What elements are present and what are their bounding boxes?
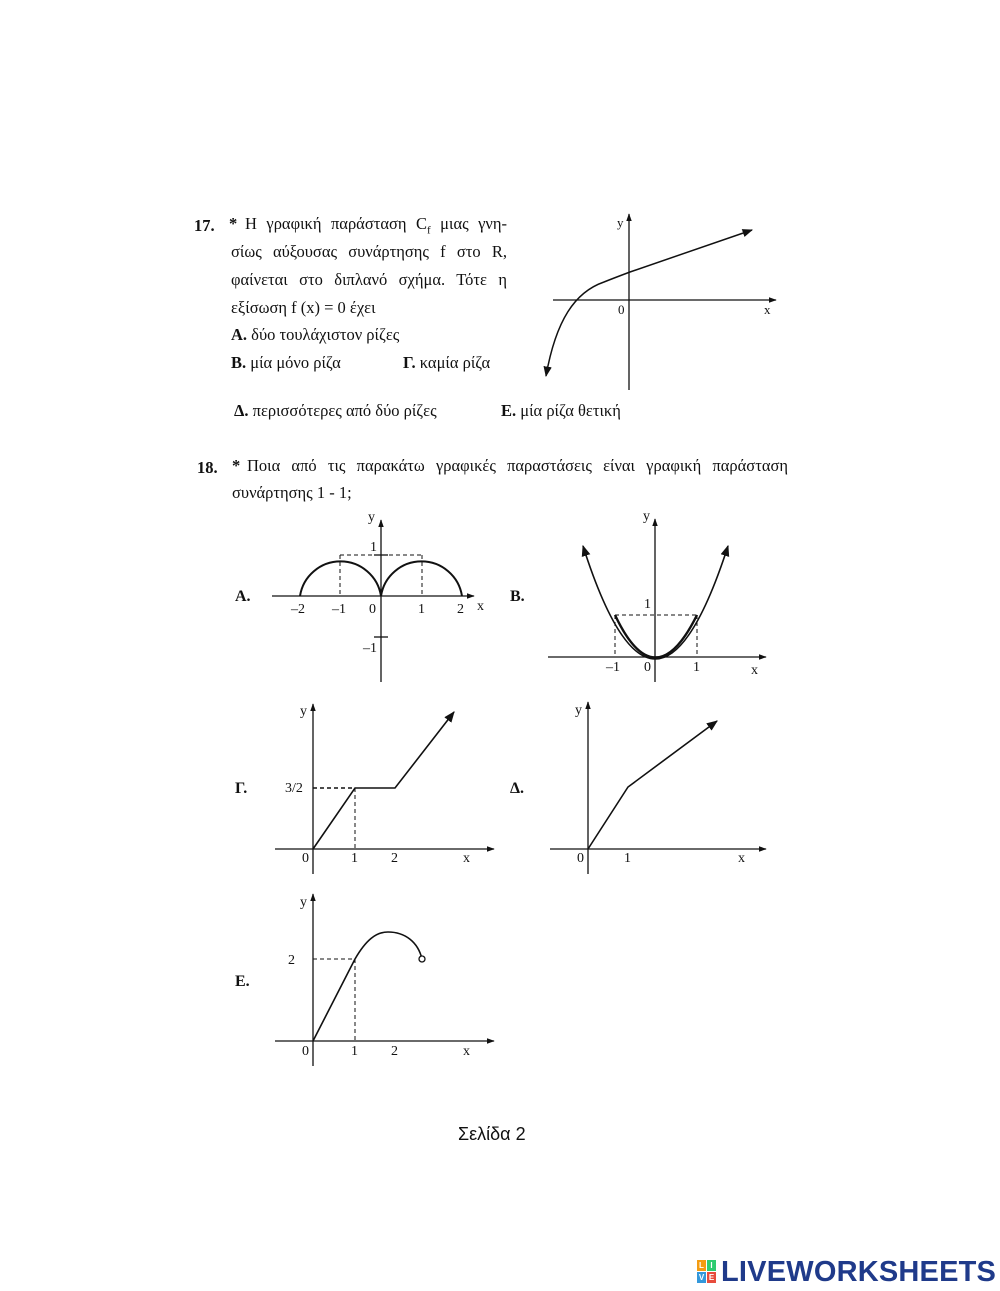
graph-d-tick-label: 1 — [624, 851, 631, 866]
option-17-e — [501, 403, 621, 420]
question-17-line-1 — [245, 216, 507, 236]
graph-d-tick-label: 0 — [577, 851, 584, 866]
graph-b-x-label: x — [751, 663, 758, 678]
graph-b-tick-label: 1 — [693, 660, 700, 675]
graph-b-curve — [583, 546, 728, 659]
graph-d-label: Δ. — [510, 780, 525, 797]
graph-b-one-label: 1 — [644, 597, 651, 612]
graph-g-label: Γ. — [235, 780, 248, 797]
question-17-line-1-text: Η γραφική παράσταση C — [245, 214, 428, 233]
graph-a-tick-label: 2 — [457, 602, 464, 617]
graph-a-curve — [300, 561, 462, 596]
question-17-number: 17. — [194, 216, 215, 235]
graph-e-open-endpoint — [419, 956, 425, 962]
graph-a-m1-label: –1 — [363, 641, 377, 656]
q17-y-label: y — [617, 215, 624, 230]
question-18-line-2: συνάρτησης 1 - 1; — [232, 483, 352, 502]
option-17-g — [403, 355, 490, 372]
page-number: Σελίδα 2 — [458, 1124, 526, 1144]
graph-e-label: Ε. — [235, 973, 250, 990]
graph-e-y-label: y — [300, 895, 307, 910]
graph-g-tick-label: 2 — [391, 851, 398, 866]
graph-a-tick-label: –2 — [291, 602, 305, 617]
graph-e-x-label: x — [463, 1044, 470, 1059]
question-17-line-1-tail: μιας γνη- — [430, 214, 508, 233]
graph-g — [275, 704, 494, 874]
graph-a-label: Α. — [235, 588, 251, 605]
graph-g-tick-label: 1 — [351, 851, 358, 866]
graph-b-curve-bold — [615, 615, 697, 658]
graph-b-tick-label: 0 — [644, 660, 651, 675]
option-17-b — [231, 355, 341, 372]
option-letter: Γ. — [403, 353, 416, 372]
option-text: περισσότερες από δύο ρίζες — [248, 401, 437, 420]
badge-letter-i: I — [707, 1260, 716, 1271]
question-18-number: 18. — [197, 458, 218, 477]
option-letter: Β. — [231, 353, 247, 372]
graph-e — [275, 894, 494, 1066]
graph-g-y-label: y — [300, 704, 307, 719]
graph-d-curve — [588, 721, 717, 849]
question-17-line-2: σίως αύξουσας συνάρτησης f στο R, — [231, 242, 507, 261]
question-17-star: * — [229, 214, 238, 233]
graph-a-y-label: y — [368, 510, 375, 525]
option-text: καμία ρίζα — [415, 353, 491, 372]
graph-d-x-label: x — [738, 851, 745, 866]
graph-b-tick-label: –1 — [606, 660, 620, 675]
option-letter: Α. — [231, 325, 248, 344]
question-18-star: * — [232, 456, 241, 475]
graph-e-tick-label: 0 — [302, 1044, 309, 1059]
graph-g-x-label: x — [463, 851, 470, 866]
watermark-brand: LIVEWORKSHEETS — [721, 1256, 997, 1288]
badge-letter-v: V — [698, 1273, 705, 1282]
graph-g-curve — [313, 712, 454, 849]
option-letter: Ε. — [501, 401, 517, 420]
badge-letter-e: E — [708, 1273, 715, 1282]
graph-b-y-label: y — [643, 509, 650, 524]
graph-a-x-label: x — [477, 599, 484, 614]
graph-d — [550, 702, 766, 874]
option-text: δύο τουλάχιστον ρίζες — [247, 325, 400, 344]
graph-g-tick-label: 0 — [302, 851, 309, 866]
question-17-subscript: f — [427, 224, 431, 237]
option-text: μία ρίζα θετική — [516, 401, 621, 420]
graph-a-tick-label: 0 — [369, 602, 376, 617]
graph-d-y-label: y — [575, 703, 582, 718]
question-18-line-1: Ποια από τις παρακάτω γραφικές παραστάσεις είναι γραφική παράσταση — [247, 456, 788, 475]
option-letter: Δ. — [234, 401, 249, 420]
option-17-d — [234, 403, 437, 420]
graph-a-tick-label: –1 — [332, 602, 346, 617]
graph-b — [548, 509, 766, 682]
graph-a-tick-label: 1 — [418, 602, 425, 617]
graph-e-curve — [313, 932, 422, 1041]
graph-e-tick-label: 1 — [351, 1044, 358, 1059]
live-badge — [697, 1260, 717, 1284]
q17-curve — [546, 230, 752, 376]
graph-e-level-label: 2 — [288, 953, 295, 968]
badge-letter-l: L — [697, 1260, 706, 1271]
question-17-line-3: φαίνεται στο διπλανό σχήμα. Τότε η — [231, 270, 507, 289]
liveworksheets-watermark — [697, 1256, 997, 1288]
graph-e-tick-label: 2 — [391, 1044, 398, 1059]
graph-a-one-label: 1 — [370, 540, 377, 555]
graph-b-label: Β. — [510, 588, 525, 605]
q17-axes — [553, 214, 776, 390]
graph-g-level-label: 3/2 — [285, 781, 303, 796]
question-17-line-4: εξίσωση f (x) = 0 έχει — [231, 298, 376, 317]
graph-a — [272, 510, 484, 682]
q17-x-label: x — [764, 302, 771, 317]
q17-origin-label: 0 — [618, 302, 625, 317]
option-17-a — [231, 327, 399, 344]
option-text: μία μόνο ρίζα — [246, 353, 341, 372]
